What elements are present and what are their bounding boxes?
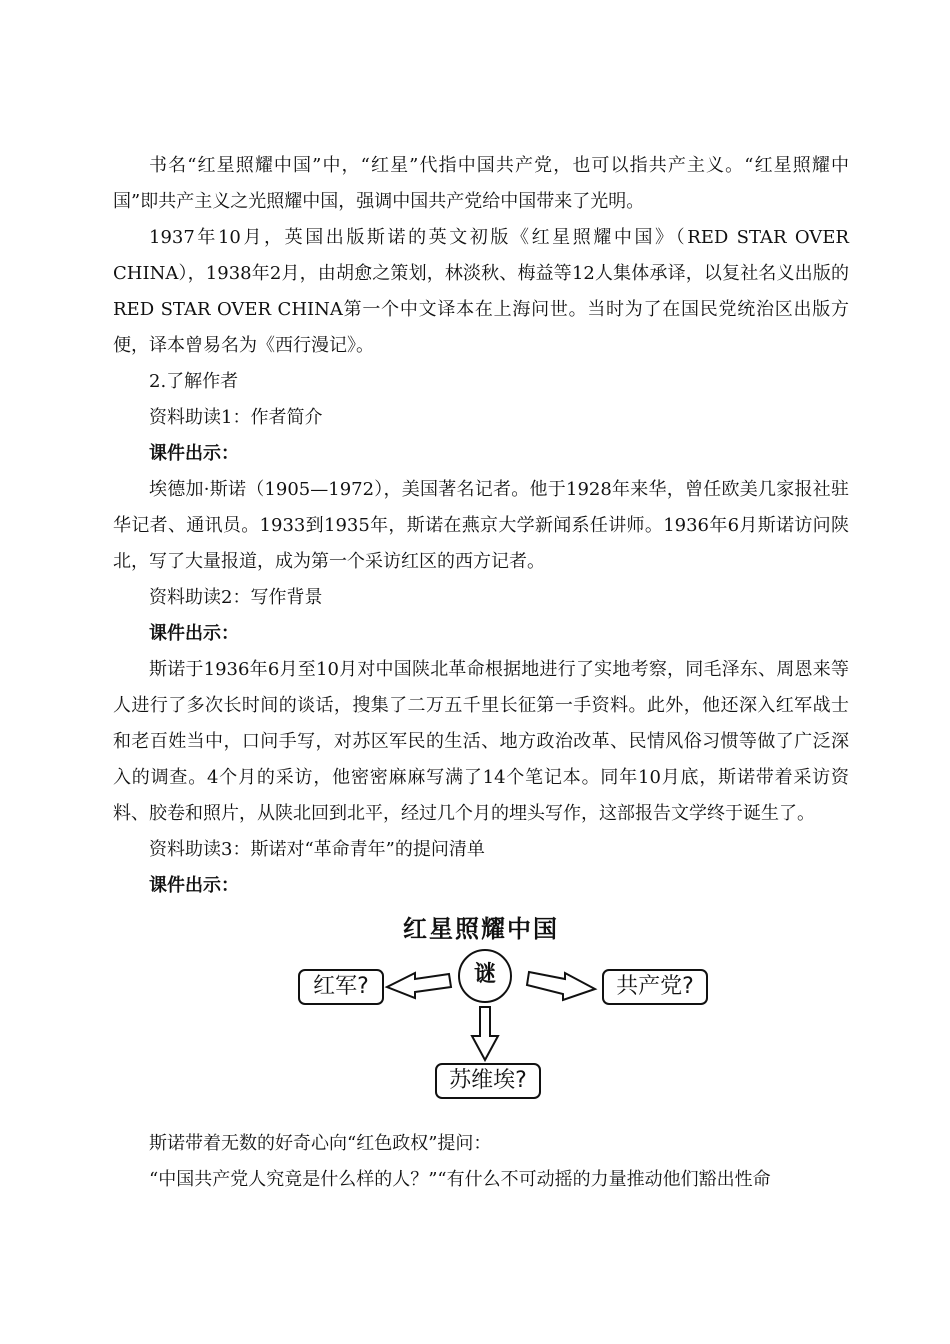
reading-aid-2-label: 资料助读2：写作背景 <box>149 587 323 608</box>
text-column <box>113 148 849 1198</box>
diagram-right-label: 共产党? <box>616 974 694 999</box>
down-arrow <box>472 1007 498 1060</box>
courseware-label: 课件出示： <box>149 623 239 644</box>
paragraph-snow-questions-intro: 斯诺带着无数的好奇心向“红色政权”提问： <box>149 1133 492 1154</box>
courseware-label: 课件出示： <box>149 875 239 896</box>
reading-aid-3-label: 资料助读3：斯诺对“革命青年”的提问清单 <box>149 839 485 860</box>
paragraph-publication-history: 1937年10月，英国出版斯诺的英文初版《红星照耀中国》（RED STAR OVER CHINA），1938年2月，由胡愈之策划，林淡秋、梅益等12人集体承译，以复社名义出版的RED STAR OVER CHINA第一个中文译本在上海问世。当时为了在国民党统治区出版方便，译本曾易名为《西行漫记》。 <box>113 227 849 356</box>
paragraph-book-title-meaning: 书名“红星照耀中国”中，“红星”代指中国共产党，也可以指共产主义。“红星照耀中国”即共产主义之光照耀中国，强调中国共产党给中国带来了光明。 <box>113 155 849 212</box>
diagram-center-label: 谜 <box>473 962 496 987</box>
courseware-label: 课件出示： <box>149 443 239 464</box>
section-heading-know-author: 2.了解作者 <box>149 371 239 392</box>
diagram-title: 红星照耀中国 <box>403 915 559 943</box>
right-arrow <box>527 972 595 1000</box>
left-arrow <box>387 973 451 998</box>
diagram-bottom-label: 苏维埃? <box>449 1068 527 1093</box>
diagram-left-label: 红军? <box>313 974 369 999</box>
paragraph-author-bio: 埃德加·斯诺（1905—1972），美国著名记者。他于1928年来华，曾任欧美几家报社驻华记者、通讯员。1933到1935年，斯诺在燕京大学新闻系任讲师。1936年6月斯诺访问陕北，写了大量报道，成为第一个采访红区的西方记者。 <box>113 479 849 572</box>
paragraph-questions-quote: “中国共产党人究竟是什么样的人？”“有什么不可动摇的力量推动他们豁出性命 <box>149 1169 771 1190</box>
paragraph-writing-background: 斯诺于1936年6月至10月对中国陕北革命根据地进行了实地考察，同毛泽东、周恩来等人进行了多次长时间的谈话，搜集了二万五千里长征第一手资料。此外，他还深入红军战士和老百姓当中，口问手写，对苏区军民的生活、地方政治改革、民情风俗习惯等做了广泛深入的调查。4个月的采访，他密密麻麻写满了14个笔记本。同年10月底，斯诺带着采访资料、胶卷和照片，从陕北回到北平，经过几个月的埋头写作，这部报告文学终于诞生了。 <box>113 659 849 824</box>
reading-aid-1-label: 资料助读1：作者简介 <box>149 407 323 428</box>
question-diagram <box>113 906 849 1126</box>
